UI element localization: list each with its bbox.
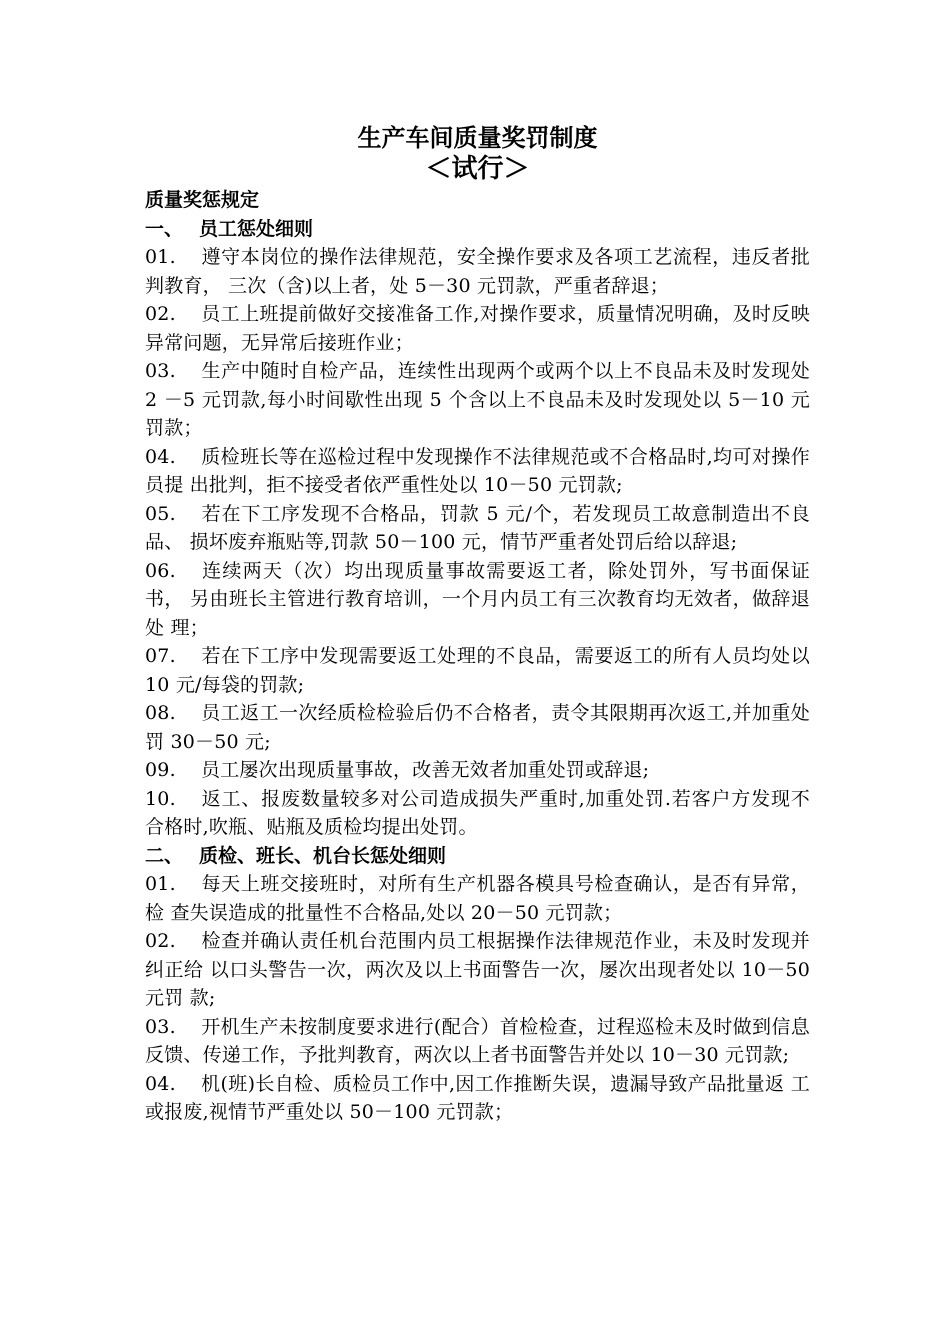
clause (145, 870, 810, 927)
clause (145, 927, 810, 1013)
clause-number: 08. (145, 702, 176, 724)
clause (145, 243, 810, 300)
clause-number: 02. (145, 303, 176, 325)
clause (145, 300, 810, 357)
clause-number: 09. (145, 759, 176, 781)
clause-text: 员工返工一次经质检检验后仍不合格者，责令其限期再次返工,并加重处 罚 30－50 元; (145, 702, 810, 753)
document-title: 生产车间质量奖罚制度 (357, 123, 598, 152)
clause-text: 机(班)长自检、质检员工作中,因工作推断失误，遗漏导致产品批量返 工或报废,视情节严重处以 50－100 元罚款； (145, 1072, 810, 1123)
section-title: 员工惩处细则 (199, 217, 314, 240)
clause (145, 357, 810, 443)
clause-text: 检查并确认责任机台范围内员工根据操作法律规范作业，未及时发现并纠正给 以口头警告一次，两次及以上书面警告一次，屡次出现者处以 10－50 元罚 款; (145, 930, 810, 1009)
main-heading: 质量奖惩规定 (145, 189, 260, 211)
clause-text: 连续两天（次）均出现质量事故需要返工者，除处罚外，写书面保证书， 另由班长主管进行教育培训，一个月内员工有三次教育均无效者，做辞退处 理； (145, 559, 810, 639)
clause-text: 若在下工序发现不合格品，罚款 5 元/个，若发现员工故意制造出不良品、 损坏废弃瓶贴等,罚款 50－100 元，情节严重者处罚后给以辞退; (145, 502, 810, 553)
clause (145, 443, 810, 500)
clause-text: 遵守本岗位的操作法律规范，安全操作要求及各项工艺流程，违反者批判教育， 三次（含)以上者，处 5－30 元罚款，严重者辞退； (145, 246, 810, 297)
clause (145, 557, 810, 643)
section-title: 质检、班长、机台长惩处细则 (199, 844, 447, 867)
clause-text: 每天上班交接班时，对所有生产机器各模具号检查确认，是否有异常，检 查失误造成的批量性不合格品,处以 20－50 元罚款； (145, 873, 810, 924)
section-heading (145, 842, 810, 871)
section-number: 二、 (145, 844, 184, 867)
clause (145, 699, 810, 756)
clause-number: 02. (145, 930, 176, 952)
clause (145, 642, 810, 699)
clause-number: 01. (145, 873, 176, 895)
clause (145, 1070, 810, 1127)
clause-text: 员工上班提前做好交接准备工作,对操作要求，质量情况明确，及时反映 异常问题，无异常后接班作业； (145, 303, 810, 354)
clause-number: 07. (145, 645, 176, 667)
clause-number: 01. (145, 246, 176, 268)
section-heading (145, 215, 810, 244)
clause-number: 03. (145, 1015, 176, 1038)
document-subtitle: ＜试行＞ (425, 154, 530, 184)
clause-text: 员工屡次出现质量事故，改善无效者加重处罚或辞退; (201, 759, 650, 781)
clause-number: 04. (145, 1072, 176, 1095)
clause-number: 05. (145, 502, 176, 525)
clause-text: 若在下工序中发现需要返工处理的不良品，需要返工的所有人员均处以 10 元/每袋的罚款; (145, 645, 810, 696)
clause-text: 生产中随时自检产品，连续性出现两个或两个以上不良品未及时发现处 2 －5 元罚款,每小时间歇性出现 5 个含以上不良品未及时发现处以 5－10 元 罚款； (145, 360, 810, 439)
section-number: 一、 (145, 217, 184, 240)
clause (145, 500, 810, 557)
section-2 (145, 842, 810, 1127)
clause-text: 返工、报废数量较多对公司造成损失严重时,加重处罚.若客户方发现不 合格时,吹瓶、贴瓶及质检均提出处罚。 (145, 787, 810, 838)
clause-text: 质检班长等在巡检过程中发现操作不法律规范或不合格品时,均可对操作员提 出批判，拒不接受者依严重性处以 10－50 元罚款; (145, 445, 810, 496)
document-page (145, 122, 810, 1127)
clause-text: 开机生产未按制度要求进行(配合）首检检查，过程巡检未及时做到信息 反馈、传递工作，予批判教育，两次以上者书面警告并处以 10－30 元罚款; (145, 1015, 810, 1066)
clause (145, 756, 810, 785)
clause-number: 06. (145, 559, 176, 582)
clause (145, 1013, 810, 1070)
clause (145, 785, 810, 842)
section-1 (145, 215, 810, 842)
clause-number: 10. (145, 787, 176, 810)
clause-number: 04. (145, 445, 176, 468)
clause-number: 03. (145, 360, 176, 382)
